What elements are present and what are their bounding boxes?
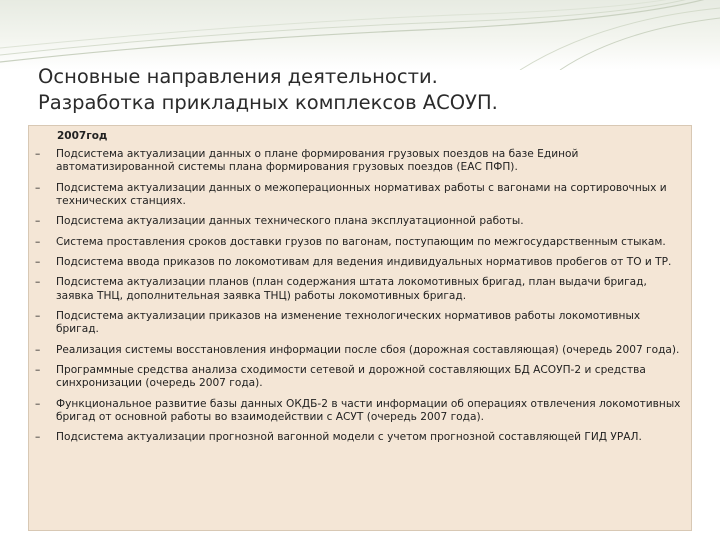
list-item — [35, 148, 683, 174]
bullet-dash: – — [35, 397, 41, 410]
list-item-text: Функциональное развитие базы данных ОКДБ-2 в части информации об операциях отвлечения локомотивных бригад от основной работы во взаимодействии с АСУТ (очередь 2007 года). — [56, 397, 681, 423]
bullet-dash: – — [35, 235, 41, 248]
bullet-dash: – — [35, 181, 41, 194]
list-item-text: Подсистема актуализации данных технического плана эксплуатационной работы. — [56, 215, 524, 228]
list-item-text: Подсистема актуализации данных о межоперационных нормативах работы с вагонами на сортировочных и технических станциях. — [56, 181, 667, 207]
list-item — [35, 215, 683, 228]
list-item-text: Реализация системы восстановления информации после сбоя (дорожная составляющая) (очередь 2007 года). — [56, 343, 680, 356]
list-item-text: Подсистема актуализации данных о плане формирования грузовых поездов на базе Единой автоматизированной системы плана формирования грузовых поездов (ЕАС ПФП). — [56, 148, 579, 174]
slide-title-line-2: Разработка прикладных комплексов АСОУП. — [38, 91, 498, 114]
bullet-dash: – — [35, 148, 41, 160]
bullet-dash: – — [35, 309, 41, 322]
slide-title-line-1: Основные направления деятельности. — [38, 65, 438, 88]
list-item — [35, 344, 683, 357]
bullet-dash: – — [35, 215, 41, 228]
list-item — [35, 276, 683, 302]
list-item-text: Подсистема актуализации приказов на изменение технологических нормативов работы локомотивных бригад. — [56, 309, 641, 336]
decorative-swoosh-lines — [0, 0, 720, 70]
list-item-text: Подсистема актуализации планов (план содержания штата локомотивных бригад, план выдачи бригад, заявка ТНЦ, дополнительная заявка ТНЦ) работы локомотивных бригад. — [56, 276, 647, 302]
list-item — [35, 431, 683, 444]
list-item-text: Подсистема ввода приказов по локомотивам для ведения индивидуальных нормативов пробегов от ТО и ТР. — [56, 255, 672, 268]
list-item-text: Программные средства анализа сходимости сетевой и дорожной составляющих БД АСОУП-2 и средства синхронизации (очередь 2007 года). — [56, 363, 646, 390]
list-item — [35, 182, 683, 208]
year-heading: 2007год — [57, 130, 108, 142]
list-item-text: Система проставления сроков доставки грузов по вагонам, поступающим по межгосударственным стыкам. — [56, 235, 666, 248]
bullet-dash: – — [35, 363, 41, 376]
list-item — [35, 236, 683, 249]
bullet-dash: – — [35, 431, 41, 444]
list-item — [35, 364, 683, 390]
decorative-header-band — [0, 0, 720, 70]
bullet-dash: – — [35, 276, 41, 289]
item-list — [35, 148, 683, 444]
bullet-dash: – — [35, 343, 41, 356]
bullet-dash: – — [35, 255, 41, 268]
slide-title — [38, 64, 698, 116]
content-panel — [28, 125, 692, 531]
list-item — [35, 398, 683, 424]
list-item-text: Подсистема актуализации прогнозной вагонной модели с учетом прогнозной составляющей ГИД УРАЛ. — [56, 431, 642, 444]
list-item — [35, 310, 683, 336]
list-item — [35, 256, 683, 269]
